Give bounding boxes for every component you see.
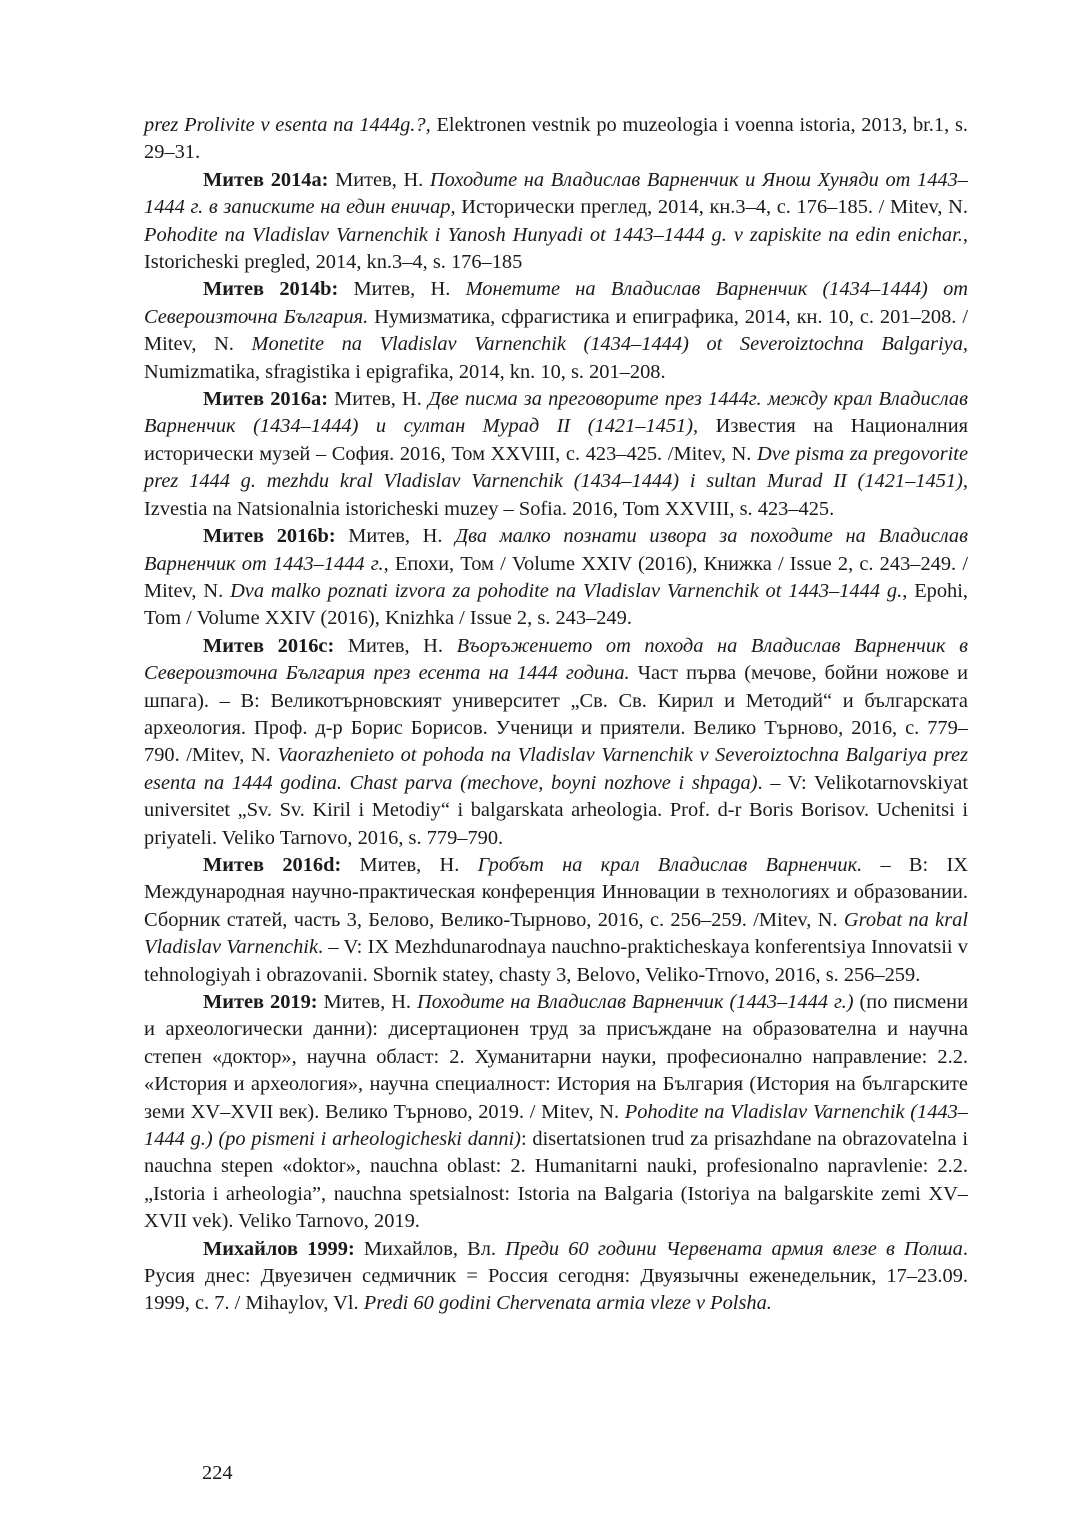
bibliography-list xyxy=(144,112,968,1318)
entry-title: Dva malko poznati izvora za pohodite na Vladislav Varnenchik ot 1443–1444 g. xyxy=(230,579,903,602)
entry-text: Митев, Н. xyxy=(317,991,417,1013)
entry-text: , Numizmatika, sfragistika i epigrafika, 2014, kn. 10, s. 201–208. xyxy=(144,333,969,383)
entry-text: . – V: IX Mezhdunarodnaya nauchno-prakticheskaya konferentsiya Innovatsii v tehnologiyah i obrazovanii. Sbornik statey, chasty 3, Belovo, Veliko-Trnovo, 2016, s. 256–259. xyxy=(144,936,968,986)
entry-text: Нумизматика, сфрагистика и епиграфика, 2014, кн. 10, с. 201–208. / Mitev, N. xyxy=(144,305,968,356)
entry-key: Митев 2016d: xyxy=(203,853,342,876)
entry-text: , Izvestia na Natsionalnia istoricheski muzey – Sofia. 2016, Tom XXVIII, s. 423–425. xyxy=(144,470,968,520)
entry-title: Monetite na Vladislav Varnenchik (1434–1444) ot Severoiztochna Balgariya xyxy=(251,333,963,356)
bibliography-entry xyxy=(144,1236,968,1318)
entry-text: Митев, Н. xyxy=(328,168,430,191)
entry-text: : disertatsionen trud za prisazhdane na obrazovatelna i nauchna stepen «doktor», nauchna oblast: 2. Humanitarni nauki, profesionalno napravlenie: 2.2. „Istoria i arheologia”, nauchna spetsialnost: Istoria na Balgaria (Istoriya na balgarskite zemi XV–XVII vek). Veliko Tarnovo, 2019. xyxy=(144,1128,968,1233)
entry-text: Част първа (мечове, бойни ножове и шпага). – В: Великотърновският университет „Св. Св. Кирил и Методий“ и българската археология. Проф. д-р Борис Борисов. Ученици и приятели. Велико Търново, 2016, с. 779–790. /Mitev, N. xyxy=(144,662,968,767)
entry-text: . Русия днес: Двуезичен седмичник = Россия сегодня: Двуязычны еженедельник, 17–23.09. 1999, с. 7. / Mihaylov, Vl. xyxy=(144,1237,968,1315)
entry-text: Митев, Н. xyxy=(341,853,478,876)
bibliography-entry xyxy=(144,167,968,277)
entry-title: Преди 60 години Червената армия влезе в Полша xyxy=(505,1237,963,1260)
entry-title: Въоръжението от похода на Владислав Варненчик в Североизточна България през есента на 1444 година. xyxy=(144,634,968,685)
entry-title: Grobat na kral Vladislav Varnenchik xyxy=(144,908,969,959)
entry-text: Митев, Н. xyxy=(335,525,456,548)
entry-key: Митев 2016a: xyxy=(203,388,328,411)
page-number: 224 xyxy=(202,1462,233,1484)
entry-text: , Epohi, Tom / Volume XXIV (2016), Knizhka / Issue 2, s. 243–249. xyxy=(144,579,968,630)
entry-title: Походите на Владислав Варненчик и Янош Хуняди от 1443–1444 г. в записките на един еничар, xyxy=(144,168,968,219)
bibliography-entry xyxy=(144,276,968,386)
entry-key: Митев 2016b: xyxy=(203,525,336,548)
entry-key: Митев 2014b: xyxy=(203,278,339,301)
entry-key: Михайлов 1999: xyxy=(203,1237,355,1260)
entry-text: . – V: Velikotarnovskiyat universitet „Sv. Sv. Kiril i Metodiy“ i balgarskata arheologia. Prof. d-r Boris Borisov. Uchenitsi i priyateli. Veliko Tarnovo, 2016, s. 779–790. xyxy=(144,771,968,849)
entry-title: Два малко познати извора за походите на Владислав Варненчик от 1443–1444 г. xyxy=(144,525,968,575)
entry-text: , Istoricheski pregled, 2014, kn.3–4, s. 176–185 xyxy=(144,223,968,274)
entry-text: Михайлов, Вл. xyxy=(354,1237,506,1260)
entry-text: , Епохи, Том / Volume XXIV (2016), Книжка / Issue 2, с. 243–249. / Mitev, N. xyxy=(144,552,968,602)
entry-text: – В: IX Международная научно-практическая конференция Инновации в технологиях и образовании. Сборник статей, часть 3, Белово, Велико-Тырново, 2016, с. 256–259. /Mitev, N. xyxy=(144,853,968,931)
entry-title: Predi 60 godini Chervenata armia vleze v Polsha. xyxy=(363,1292,772,1315)
bibliography-entry xyxy=(144,386,968,523)
entry-key: Митев 2014a: xyxy=(203,168,329,191)
entry-title: Pohodite na Vladislav Varnenchik (1443–1444 g.) (po pismeni i arheologicheski danni) xyxy=(144,1100,968,1151)
entry-text: Известия на Националния исторически музей – София. 2016, Том XXVIII, с. 423–425. /Mitev, N. xyxy=(144,415,969,465)
entry-text: Исторически преглед, 2014, кн.3–4, с. 176–185. / Mitev, N. xyxy=(455,196,968,219)
entry-title: prez Prolivite v esenta na 1444g.?, xyxy=(144,114,431,136)
entry-title: Монетите на Владислав Варненчик (1434–1444) от Североизточна България. xyxy=(144,278,968,328)
entry-text: Митев, Н. xyxy=(327,388,428,411)
entry-text: Митев, Н. xyxy=(338,278,466,301)
entry-text: (по писмени и археологически данни): дисертационен труд за присъждане на образователна и научна степен «доктор», научна област: 2. Хуманитарни науки, професионално направление: 2.2. «История и археология», научна специалност: История на България (История на българските земи XV–XVII век). Велико Търново, 2019. / Mitev, N. xyxy=(144,991,968,1123)
entry-text: Elektronen vestnik po muzeologia i voenna istoria, 2013, br.1, s. 29–31. xyxy=(144,114,968,164)
entry-text: Митев, Н. xyxy=(334,634,457,657)
entry-key: Митев 2019: xyxy=(203,991,318,1013)
bibliography-entry xyxy=(144,633,968,852)
entry-title: Две писма за преговорите през 1444г. между крал Владислав Варненчик (1434–1444) и султан Мурад II (1421–1451), xyxy=(144,388,968,438)
entry-title: Vaorazhenieto ot pohoda na Vladislav Varnenchik v Severoiztochna Balgariya prez esenta na 1444 godina. Chast parva (mechove, boyni nozhove i shpaga) xyxy=(144,744,969,794)
entry-title: Pohodite na Vladislav Varnenchik i Yanosh Hunyadi ot 1443–1444 g. v zapiskite na edin enichar. xyxy=(144,223,963,246)
bibliography-entry xyxy=(144,989,968,1236)
bibliography-entry xyxy=(144,852,968,989)
bibliography-entry xyxy=(144,523,968,633)
entry-key: Митев 2016c: xyxy=(203,634,335,657)
entry-title: Походите на Владислав Варненчик (1443–1444 г.) xyxy=(416,991,854,1013)
entry-title: Dve pisma za pregovorite prez 1444 g. mezhdu kral Vladislav Varnenchik (1434–1444) i sultan Murad II (1421–1451) xyxy=(144,442,969,493)
bibliography-entry xyxy=(144,112,968,167)
entry-title: Гробът на крал Владислав Варненчик. xyxy=(477,853,863,876)
